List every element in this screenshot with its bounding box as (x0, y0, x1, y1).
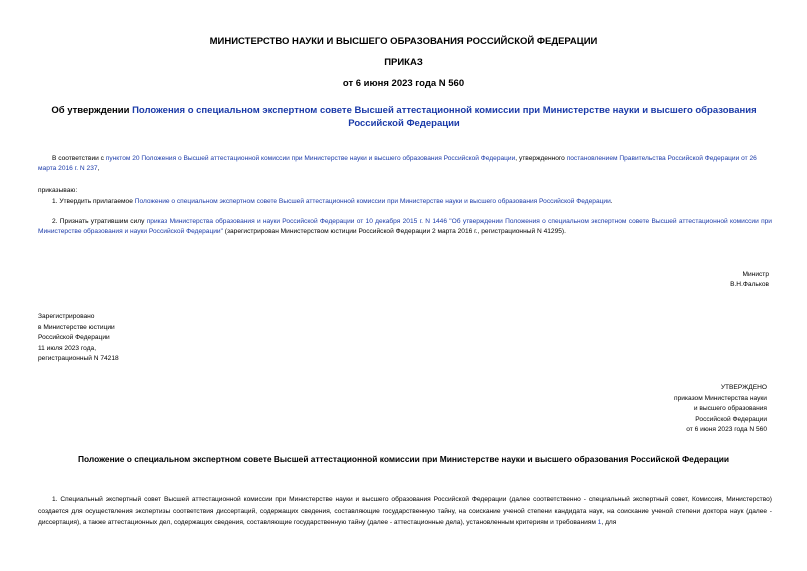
subject-prefix: Об утверждении (51, 105, 133, 116)
signatory-position: Министр (742, 271, 769, 278)
doc-type-heading: ПРИКАЗ (384, 57, 423, 68)
item-2-paragraph (38, 217, 772, 237)
registration-line-2: в Министерстве юстиции (38, 323, 115, 331)
approval-line-4: Российской Федерации (695, 415, 767, 423)
registration-line-4: 11 июля 2023 года, (38, 344, 97, 352)
repealed-order-link[interactable]: приказ Министерства образования и науки Российской Федерации от 10 декабря 2015 г. N 1446 "Об утверждении Положения о специальном экспертном совете Высшей аттестационной комиссии при Министерстве образования и науки Российской Федерации" (38, 218, 772, 235)
ministry-heading: МИНИСТЕРСТВО НАУКИ И ВЫСШЕГО ОБРАЗОВАНИЯ РОССИЙСКОЙ ФЕДЕРАЦИИ (209, 36, 598, 47)
item-2-registration-text: (зарегистрирован Министерством юстиции Российской Федерации 2 марта 2016 г., регистрационный N 41295). (222, 228, 566, 235)
approval-stamp-block (674, 383, 767, 436)
approval-line-3: и высшего образования (693, 405, 767, 412)
subject-regulation-link[interactable]: Положения о специальном экспертном совете Высшей аттестационной комиссии при Министерстве науки и высшего образования Российской Федерации (132, 105, 757, 129)
footnote-1-link[interactable]: 1 (597, 519, 602, 526)
approval-line-2: приказом Министерства науки (674, 394, 767, 402)
approval-line-5: от 6 июня 2023 года N 560 (686, 426, 767, 433)
regulation-point-20-link[interactable]: пунктом 20 Положения о Высшей аттестационной комиссии при Министерстве науки и высшего образования Российской Федерации (105, 155, 516, 162)
preamble-text-2: , утвержденного (515, 155, 567, 162)
preamble-text-3: , (97, 165, 100, 172)
government-decree-link[interactable]: постановлением Правительства Российской Федерации от 26 марта 2016 г. N 237 (38, 155, 757, 172)
clause-1-tail: , для (601, 519, 617, 526)
signatory-name: В.Н.Фальков (730, 281, 769, 288)
regulation-title: Положение о специальном экспертном совете Высшей аттестационной комиссии при Министерстве науки и высшего образования Российской Федерации (77, 454, 730, 464)
preamble-paragraph (38, 154, 772, 174)
signature-block (730, 270, 769, 290)
approved-regulation-link[interactable]: Положение о специальном экспертном совете Высшей аттестационной комиссии при Министерстве науки и высшего образования Российской Федерации (134, 198, 611, 205)
preamble-text-1: В соответствии с (52, 155, 106, 162)
document-subject (30, 104, 778, 130)
approval-line-1: УТВЕРЖДЕНО (720, 384, 767, 391)
item-2-text: 2. Признать утратившим силу (52, 218, 147, 225)
item-1-paragraph (38, 197, 772, 207)
registration-line-3: Российской Федерации (38, 334, 110, 341)
registration-block (38, 312, 119, 365)
item-1-text: 1. Утвердить прилагаемое (52, 198, 135, 205)
registration-line-5: регистрационный N 74218 (38, 355, 119, 362)
item-1-end: . (610, 198, 613, 205)
order-word: приказываю: (38, 187, 78, 194)
registration-line-1: Зарегистрировано (38, 313, 95, 320)
doc-date-number: от 6 июня 2023 года N 560 (342, 78, 465, 89)
clause-1-paragraph (38, 494, 772, 529)
clause-1-text: 1. Специальный экспертный совет Высшей аттестационной комиссии при Министерстве науки и высшего образования Российской Федерации (далее соответственно - специальный экспертный совет, Комиссия, Министерство) создается для осуществления экспертизы соответствия диссертаций, содержащих сведения, составляющие государственную тайну, на соискание ученой степени кандидата наук, на соискание ученой степени доктора наук (далее - диссертация), а также аттестационных дел, содержащих сведения, составляющие государственную тайну (далее - аттестационные дела), установленным критериям и требованиям (38, 496, 772, 526)
